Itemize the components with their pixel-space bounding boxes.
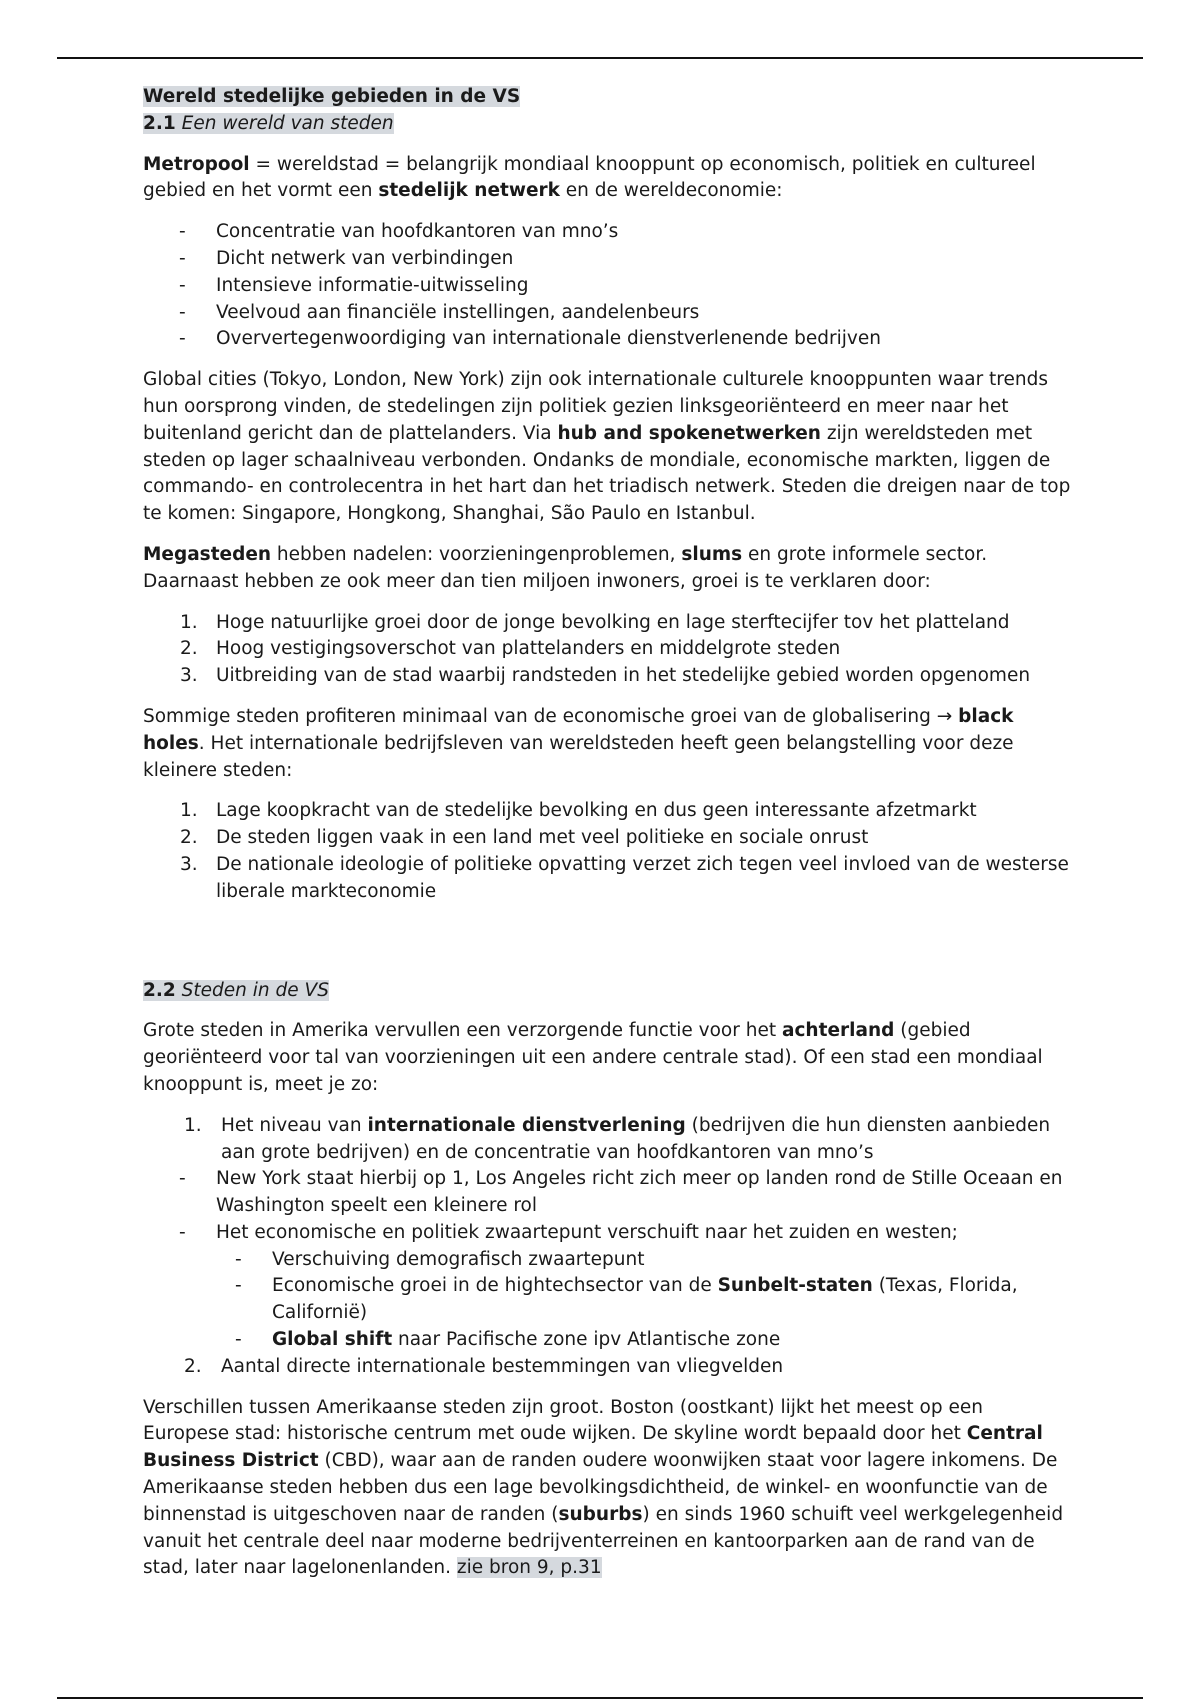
source-reference: zie bron 9, p.31	[456, 1557, 602, 1579]
list-item: 2. De steden liggen vaak in een land met veel politieke en sociale onrust	[180, 827, 869, 849]
paragraph-black-holes: Sommige steden profiteren minimaal van de economische groei van de globalisering → black holes. Het internationale bedrijfsleven van wereldsteden heeft geen belangstelling voor deze kleinere steden:	[143, 705, 1014, 781]
black-holes-reasons-list	[143, 798, 1073, 905]
list-item: - Global shift naar Pacifische zone ipv Atlantische zone	[235, 1329, 781, 1351]
list-item: - Economische groei in de hightechsector van de Sunbelt-staten (Texas, Florida, Californië)	[235, 1275, 1018, 1324]
paragraph-megasteden: Megasteden hebben nadelen: voorzieningenproblemen, slums en grote informele sector. Daarnaast hebben ze ook meer dan tien miljoen inwoners, groei is te verklaren door:	[143, 543, 988, 592]
sub-list	[216, 1247, 1073, 1354]
document-title: Wereld stedelijke gebieden in de VS	[143, 86, 521, 107]
list-item: - Concentratie van hoofdkantoren van mno’s	[179, 221, 619, 243]
list-item: 1. Lage koopkracht van de stedelijke bevolking en dus geen interessante afzetmarkt	[180, 800, 977, 822]
list-item: - Oververtegenwoordiging van internationale dienstverlenende bedrijven	[179, 328, 881, 350]
list-item: - Het economische en politiek zwaartepunt verschuift naar het zuiden en westen; - Verschuiving demografisch zwaartepunt - Economische groei in de hightechsector van de Sunbelt-staten (Texas, Florida, Californië) - Global shift naar Pacifische zone ipv Atlantische zone	[143, 1220, 1073, 1354]
list-item: - Veelvoud aan financiële instellingen, aandelenbeurs	[179, 301, 700, 323]
list-item: - Verschuiving demografisch zwaartepunt	[235, 1248, 645, 1270]
list-item: 2. Hoog vestigingsoverschot van plattelanders en middelgrote steden	[180, 638, 841, 660]
section-spacer	[143, 920, 1073, 978]
paragraph-global-cities: Global cities (Tokyo, London, New York) zijn ook internationale culturele knooppunten waar trends hun oorsprong vinden, de stedelingen zijn politiek gezien linksgeoriënteerd en meer naar het buitenland gericht dan de plattelanders. Via hub and spokenetwerken zijn wereldsteden met steden op lager schaalniveau verbonden. Ondanks de mondiale, economische markten, liggen de commando- en controlecentra in het hart dan het triadisch netwerk. Steden die dreigen naar de top te komen: Singapore, Hongkong, Shanghai, São Paulo en Istanbul.	[143, 369, 1071, 525]
section-heading-2-1: 2.1 Een wereld van steden	[143, 112, 394, 134]
list-item: 2. Aantal directe internationale bestemmingen van vliegvelden	[184, 1355, 784, 1377]
metropool-feature-list	[143, 219, 1073, 353]
list-item: 3. De nationale ideologie of politieke opvatting verzet zich tegen veel invloed van de westerse liberale markteconomie	[180, 853, 1069, 902]
paragraph-amerikaanse-steden: Verschillen tussen Amerikaanse steden zijn groot. Boston (oostkant) lijkt het meest op een Europese stad: historische centrum met oude wijken. De skyline wordt bepaald door het Central Business District (CBD), waar aan de randen oudere woonwijken staat voor lagere inkomens. De Amerikaanse steden hebben dus een lage bevolkingsdichtheid, de winkel- en woonfunctie van de binnenstad is uitgeschoven naar de randen (suburbs) en sinds 1960 schuift veel werkgelegenheid vanuit het centrale deel naar moderne bedrijventerreinen en kantoorparken aan de rand van de stad, later naar lagelonenlanden. zie bron 9, p.31	[143, 1396, 1064, 1579]
paragraph-achterland: Grote steden in Amerika vervullen een verzorgende functie voor het achterland (gebied georiënteerd voor tal van voorzieningen uit een andere centrale stad). Of een stad een mondiaal knooppunt is, meet je zo:	[143, 1020, 1043, 1095]
list-item: 3. Uitbreiding van de stad waarbij randsteden in het stedelijke gebied worden opgenomen	[180, 665, 1031, 687]
paragraph-metropool: Metropool = wereldstad = belangrijk mondiaal knooppunt op economisch, politiek en cultureel gebied en het vormt een stedelijk netwerk en de wereldeconomie:	[143, 153, 1036, 202]
footer-rule	[57, 1697, 1143, 1699]
list-item: - Dicht netwerk van verbindingen	[179, 247, 514, 269]
section-heading-2-2: 2.2 Steden in de VS	[143, 979, 329, 1001]
list-item: - Intensieve informatie-uitwisseling	[179, 274, 529, 296]
list-item: 1. Hoge natuurlijke groei door de jonge bevolking en lage sterftecijfer tov het platteland	[180, 611, 1010, 633]
document-page	[143, 84, 1073, 1596]
list-item: 1. Het niveau van internationale dienstverlening (bedrijven die hun diensten aanbieden aan grote bedrijven) en de concentratie van hoofdkantoren van mno’s	[184, 1114, 1051, 1163]
header-rule	[57, 57, 1143, 59]
list-item: - New York staat hierbij op 1, Los Angeles richt zich meer op landen rond de Stille Oceaan en Washington speelt een kleinere rol	[179, 1168, 1063, 1217]
megasteden-growth-list	[143, 610, 1073, 690]
knooppunt-criteria-list	[143, 1113, 1073, 1381]
